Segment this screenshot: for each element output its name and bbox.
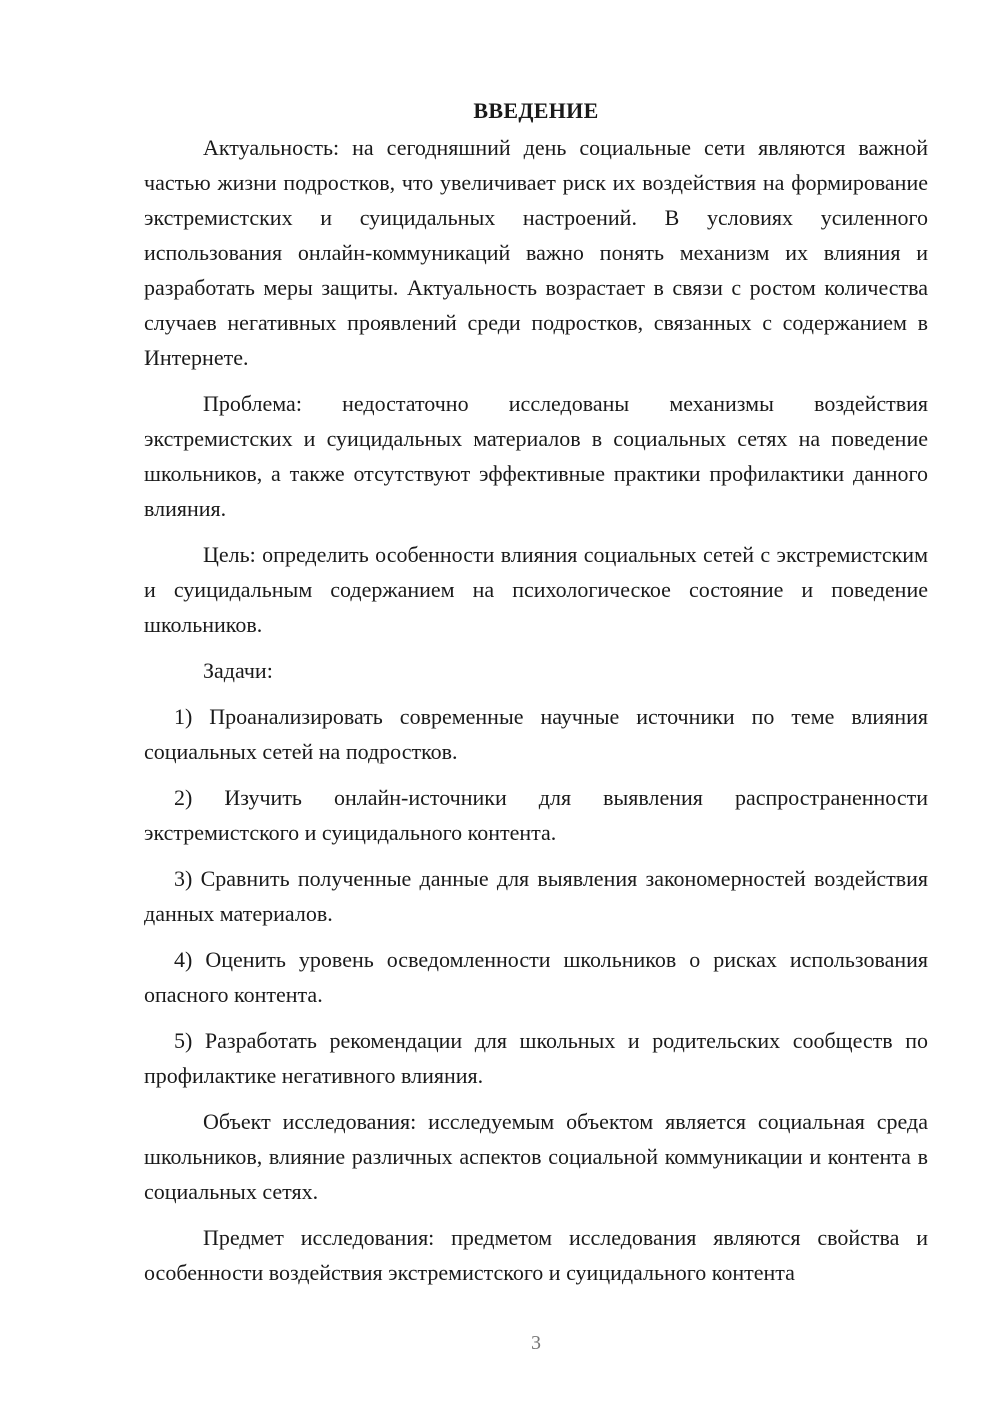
relevance-paragraph: Актуальность: на сегодняшний день социальные сети являются важной частью жизни подростков, что увеличивает риск их воздействия на формирование экстремистских и суицидальных настроений. В условиях усиленного использования онлайн-коммуникаций важно понять механизм их влияния и разработать меры защиты. Актуальность возрастает в связи с ростом количества случаев негативных проявлений среди подростков, связанных с содержанием в Интернете. (144, 135, 928, 370)
task-item: 3) Сравнить полученные данные для выявления закономерностей воздействия данных материалов. (144, 866, 928, 926)
subject-paragraph: Предмет исследования: предметом исследования являются свойства и особенности воздействия экстремистского и суицидального контента (144, 1225, 928, 1285)
task-item: 1) Проанализировать современные научные источники по теме влияния социальных сетей на подростков. (144, 704, 928, 764)
tasks-heading: Задачи: (203, 658, 273, 683)
task-item: 5) Разработать рекомендации для школьных и родительских сообществ по профилактике негативного влияния. (144, 1028, 928, 1088)
page-number: 3 (531, 1332, 541, 1354)
task-item: 2) Изучить онлайн-источники для выявления распространенности экстремистского и суицидального контента. (144, 785, 928, 845)
goal-paragraph: Цель: определить особенности влияния социальных сетей с экстремистским и суицидальным содержанием на психологическое состояние и поведение школьников. (144, 542, 928, 637)
task-item: 4) Оценить уровень осведомленности школьников о рисках использования опасного контента. (144, 947, 928, 1007)
object-paragraph: Объект исследования: исследуемым объектом является социальная среда школьников, влияние различных аспектов социальной коммуникации и контента в социальных сетях. (144, 1109, 928, 1204)
section-title: ВВЕДЕНИЕ (473, 98, 599, 123)
document-page (144, 96, 928, 1290)
problem-paragraph: Проблема: недостаточно исследованы механизмы воздействия экстремистских и суицидальных материалов в социальных сетях на поведение школьников, а также отсутствуют эффективные практики профилактики данного влияния. (144, 391, 928, 521)
